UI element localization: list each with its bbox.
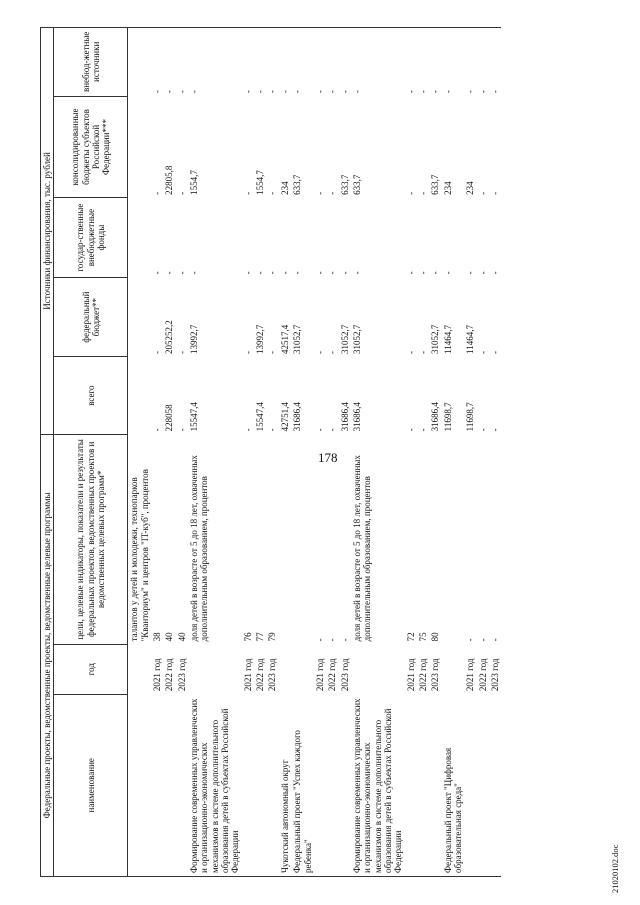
cell-goal: -: [327, 638, 338, 642]
cell-name: [339, 694, 351, 876]
cell-total: 31686,4: [339, 402, 350, 432]
cell-consolidated: 234: [279, 181, 290, 195]
cell-goal: -: [339, 638, 350, 642]
cell-goal: 77: [255, 632, 266, 642]
cell-year: 2021 год: [242, 658, 253, 692]
cell-consolidated: 633,7: [339, 174, 350, 195]
cell-federal: 13992,7: [255, 324, 266, 354]
cell-name: [128, 694, 151, 876]
cell-consolidated: -: [267, 191, 278, 195]
cell-consolidated: 1554,7: [189, 170, 200, 195]
table-row: [188, 28, 242, 877]
cell-state-funds: -: [417, 271, 428, 275]
table-row: [266, 28, 278, 877]
cell-extra: -: [339, 28, 351, 97]
cell-name: [429, 694, 441, 876]
cell-federal: 31052,7: [430, 324, 441, 354]
table-row: [429, 28, 441, 877]
cell-goal: -: [490, 638, 500, 642]
table-row: [405, 28, 417, 877]
table-row: [417, 28, 429, 877]
table-row: [351, 28, 405, 877]
cell-state-funds: -: [351, 271, 362, 275]
cell-state-funds: -: [430, 271, 441, 275]
cell-state-funds: -: [242, 271, 253, 275]
cell-year: 2023 год: [267, 658, 278, 692]
table-row: [442, 28, 465, 877]
cell-state-funds: -: [477, 271, 488, 275]
cell-federal: 11464,7: [465, 325, 476, 354]
header-state-funds: государ-ственные внебюджетные фонды: [54, 198, 128, 278]
cell-name: Формирование современных управленческих и организационно-экономических механизмов в системе дополнительного образования детей в субъектах Российской Федерации: [188, 694, 242, 876]
cell-name: [417, 694, 429, 876]
cell-federal: -: [417, 350, 428, 354]
cell-total: -: [405, 428, 416, 432]
cell-federal: -: [242, 350, 253, 354]
cell-extra: -: [417, 28, 429, 97]
cell-total: -: [490, 428, 500, 432]
cell-goal: -: [477, 638, 488, 642]
cell-federal: 31052,7: [351, 324, 362, 354]
cell-consolidated: -: [477, 191, 488, 195]
table-row: [242, 28, 254, 877]
cell-federal: -: [314, 350, 325, 354]
cell-federal: [128, 277, 151, 357]
cell-name: Федеральный проект "Успех каждого ребенка": [291, 694, 314, 876]
cell-year: [188, 644, 242, 694]
cell-name: Формирование современных управленческих и организационно-экономических механизмов в системе дополнительного образования детей в субъектах Российской Федерации: [351, 694, 405, 876]
cell-state-funds: -: [465, 271, 476, 275]
cell-total: -: [176, 428, 187, 432]
cell-year: 2022 год: [255, 658, 266, 692]
cell-state-funds: -: [152, 271, 163, 275]
cell-federal: 31052,7: [339, 324, 350, 354]
cell-name: [464, 694, 476, 876]
cell-total: 228058: [164, 404, 175, 432]
cell-goal: 80: [430, 632, 441, 642]
cell-name: [151, 694, 163, 876]
cell-year: [291, 644, 314, 694]
cell-state-funds: -: [314, 271, 325, 275]
table-row: [339, 28, 351, 877]
cell-year: 2021 год: [314, 658, 325, 692]
cell-federal: 13992,7: [189, 324, 200, 354]
cell-goal: 75: [417, 632, 428, 642]
cell-consolidated: 633,7: [292, 174, 303, 195]
cell-goal: 38: [152, 632, 163, 642]
table-row: [464, 28, 476, 877]
cell-total: 31686,4: [351, 402, 362, 432]
cell-federal: 205252,2: [164, 320, 175, 354]
cell-total: -: [417, 428, 428, 432]
cell-total: 11698,7: [465, 402, 476, 432]
cell-state-funds: -: [267, 271, 278, 275]
table-row: [314, 28, 326, 877]
cell-extra: -: [266, 28, 278, 97]
table-row: [477, 28, 489, 877]
cell-consolidated: 633,7: [351, 174, 362, 195]
cell-state-funds: -: [189, 271, 200, 275]
cell-goal: 40: [176, 632, 187, 642]
document-code: 21020102.doc: [610, 844, 620, 893]
cell-name: Чукотский автономный округ: [279, 694, 291, 876]
table-row: [254, 28, 266, 877]
cell-consolidated: 22805,8: [164, 165, 175, 195]
cell-federal: 42517,4: [279, 324, 290, 354]
cell-goal: 72: [405, 632, 416, 642]
cell-federal: 11464,7: [442, 325, 453, 354]
cell-year: [351, 644, 405, 694]
cell-extra: -: [254, 28, 266, 97]
header-extrabudgetary: внебюд-жетные источники: [54, 28, 128, 97]
cell-consolidated: 633,7: [430, 174, 441, 195]
cell-total: -: [327, 428, 338, 432]
table-row: [291, 28, 314, 877]
cell-total: 42751,4: [279, 402, 290, 432]
cell-total: -: [152, 428, 163, 432]
cell-federal: -: [327, 350, 338, 354]
cell-year: 2023 год: [339, 658, 350, 692]
cell-state-funds: -: [176, 271, 187, 275]
cell-extra: [128, 28, 151, 97]
cell-state-funds: -: [164, 271, 175, 275]
cell-extra: -: [188, 28, 242, 97]
cell-extra: -: [477, 28, 489, 97]
cell-goal: -: [465, 638, 476, 642]
cell-federal: -: [405, 350, 416, 354]
cell-consolidated: [128, 96, 151, 198]
cell-total: 31686,4: [430, 402, 441, 432]
cell-state-funds: [128, 198, 151, 278]
header-name: наименование: [54, 694, 128, 876]
cell-state-funds: -: [490, 271, 500, 275]
cell-goal: 76: [242, 632, 253, 642]
cell-year: 2021 год: [152, 658, 163, 692]
header-consolidated-budgets: консолидированные бюджеты субъектов Российской Федерации***: [54, 96, 128, 198]
page-number: 178: [318, 450, 338, 465]
cell-year: 2023 год: [176, 658, 187, 692]
cell-year: 2021 год: [405, 658, 416, 692]
cell-goal: [291, 434, 314, 644]
cell-consolidated: 1554,7: [255, 170, 266, 195]
cell-total: 15547,4: [189, 402, 200, 432]
cell-total: -: [267, 428, 278, 432]
cell-goal: доля детей в возрасте от 5 до 18 лет, охваченных дополнительным образованием, процентов: [351, 455, 373, 642]
cell-extra: -: [279, 28, 291, 97]
cell-consolidated: -: [242, 191, 253, 195]
cell-state-funds: -: [339, 271, 350, 275]
cell-name: [326, 694, 338, 876]
cell-name: [242, 694, 254, 876]
cell-extra: -: [489, 28, 501, 97]
cell-consolidated: -: [417, 191, 428, 195]
header-columns-row: [54, 28, 128, 877]
header-group-sources: Источники финансирования, тыс. рублей: [41, 28, 54, 435]
header-goals: цели, целевые индикаторы, показатели и результаты федеральных проектов, ведомственных проектов и ведомственных целевых программ*: [54, 434, 128, 644]
cell-name: [266, 694, 278, 876]
cell-goal: доля детей в возрасте от 5 до 18 лет, охваченных дополнительным образованием, процентов: [189, 455, 210, 642]
cell-year: 2021 год: [465, 658, 476, 692]
cell-total: -: [242, 428, 253, 432]
cell-year: [128, 644, 151, 694]
cell-consolidated: -: [314, 191, 325, 195]
cell-federal: -: [176, 350, 187, 354]
cell-consolidated: -: [152, 191, 163, 195]
table-body: [128, 28, 502, 877]
cell-goal: [279, 434, 291, 644]
cell-name: [477, 694, 489, 876]
cell-name: [314, 694, 326, 876]
cell-federal: -: [267, 350, 278, 354]
cell-consolidated: -: [327, 191, 338, 195]
cell-year: 2022 год: [417, 658, 428, 692]
cell-extra: -: [429, 28, 441, 97]
cell-state-funds: -: [292, 271, 303, 275]
header-year: год: [54, 644, 128, 694]
cell-total: -: [314, 428, 325, 432]
cell-state-funds: -: [442, 271, 453, 275]
table-row: [176, 28, 188, 877]
header-group-row: [41, 28, 54, 877]
cell-extra: -: [176, 28, 188, 97]
cell-state-funds: -: [327, 271, 338, 275]
cell-year: 2022 год: [164, 658, 175, 692]
cell-goal: -: [314, 638, 325, 642]
cell-extra: -: [242, 28, 254, 97]
cell-name: [405, 694, 417, 876]
cell-extra: -: [163, 28, 175, 97]
cell-extra: -: [442, 28, 465, 97]
cell-extra: -: [405, 28, 417, 97]
cell-consolidated: 234: [442, 181, 453, 195]
table-row: [326, 28, 338, 877]
cell-total: -: [477, 428, 488, 432]
cell-year: 2022 год: [477, 658, 488, 692]
cell-extra: -: [464, 28, 476, 97]
cell-year: [279, 644, 291, 694]
cell-extra: -: [314, 28, 326, 97]
cell-federal: -: [490, 350, 500, 354]
cell-extra: -: [326, 28, 338, 97]
cell-name: [254, 694, 266, 876]
cell-goal: 40: [164, 632, 175, 642]
cell-extra: -: [351, 28, 405, 97]
cell-total: 15547,4: [255, 402, 266, 432]
cell-federal: -: [152, 350, 163, 354]
cell-state-funds: -: [279, 271, 290, 275]
cell-consolidated: -: [176, 191, 187, 195]
cell-total: 11698,7: [442, 402, 453, 432]
cell-year: 2023 год: [490, 658, 500, 692]
cell-name: [163, 694, 175, 876]
cell-goal: [442, 434, 465, 644]
cell-federal: -: [477, 350, 488, 354]
table-row: [163, 28, 175, 877]
cell-state-funds: -: [255, 271, 266, 275]
cell-state-funds: -: [405, 271, 416, 275]
cell-total: 31686,4: [292, 402, 303, 432]
header-group-projects: Федеральные проекты, ведомственные проекты, ведомственные целевые программы: [41, 434, 54, 876]
cell-extra: -: [151, 28, 163, 97]
cell-consolidated: 234: [465, 181, 476, 195]
table-row: [489, 28, 501, 877]
cell-year: 2023 год: [430, 658, 441, 692]
header-federal-budget: федеральный бюджет**: [54, 277, 128, 357]
cell-consolidated: -: [490, 191, 500, 195]
cell-total: [128, 357, 151, 434]
table-row: [151, 28, 163, 877]
cell-name: [176, 694, 188, 876]
cell-year: 2022 год: [327, 658, 338, 692]
cell-consolidated: -: [405, 191, 416, 195]
cell-name: Федеральный проект "Цифровая образовательная среда": [442, 694, 465, 876]
table-row: [128, 28, 151, 877]
cell-extra: -: [291, 28, 314, 97]
financing-table: [40, 27, 501, 877]
cell-federal: 31052,7: [292, 324, 303, 354]
table-row: [279, 28, 291, 877]
header-total: всего: [54, 357, 128, 434]
cell-goal: 79: [267, 632, 278, 642]
cell-year: [442, 644, 465, 694]
cell-goal: талантов у детей и молодежи, технопарков "Кванториум" и центров "IT-куб", процентов: [128, 434, 151, 644]
cell-name: [489, 694, 501, 876]
